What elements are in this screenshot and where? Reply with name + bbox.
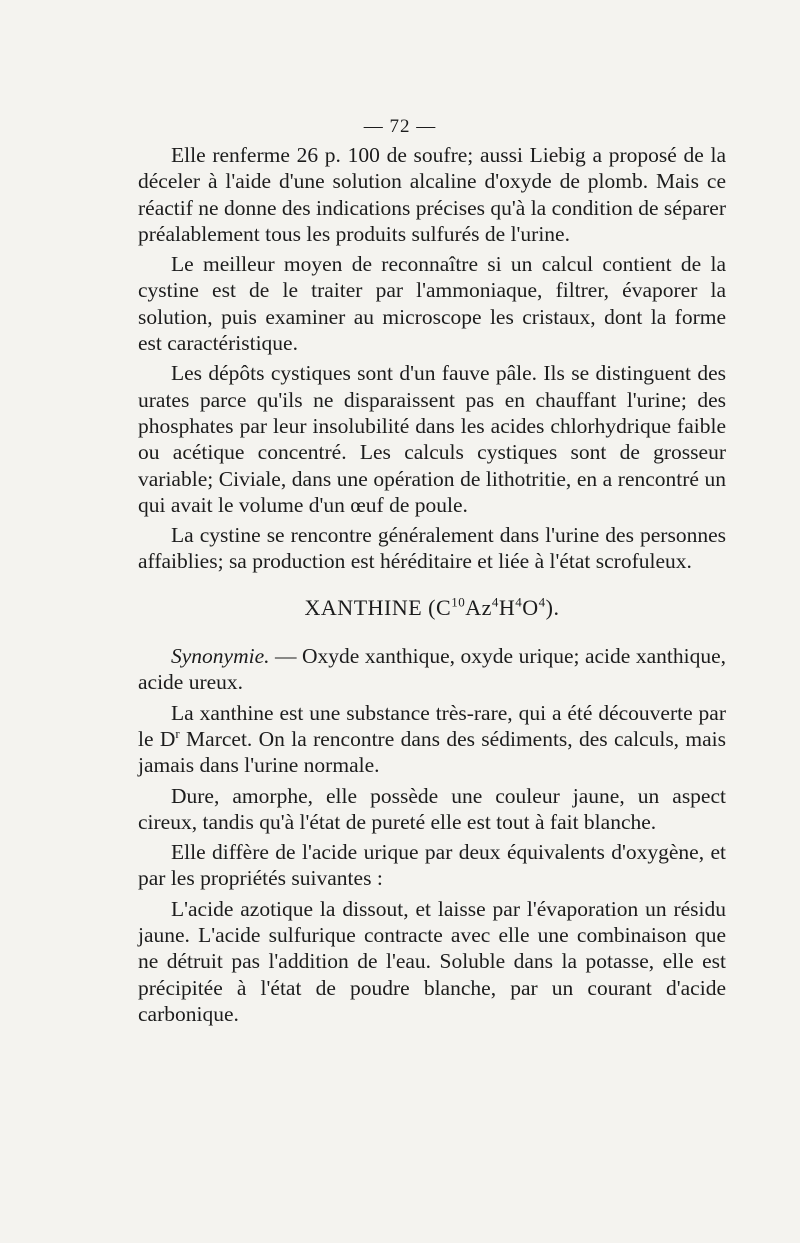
page-number: — 72 —	[363, 116, 437, 137]
paragraph-reactions: L'acide azotique la dissout, et laisse par l'évaporation un résidu jaune. L'acide sulfurique contracte avec elle une combinaison que ne détruit pas l'addition de l'eau. Soluble dans la potasse, elle est précipitée à l'état de poudre blanche, par un courant d'acide carbonique.	[138, 896, 726, 1026]
paragraph-detection: Le meilleur moyen de reconnaître si un calcul contient de la cystine est de le traiter par l'ammoniaque, filtrer, évaporer la solution, puis examiner au microscope les cristaux, dont la forme est caractéristique.	[138, 252, 726, 356]
heading-sub-az: 4	[491, 594, 499, 610]
paragraph-discovery	[138, 700, 726, 779]
paragraph-deposits: Les dépôts cystiques sont d'un fauve pâle. Ils se distinguent des urates parce qu'ils ne disparaissent pas en chauffant l'urine; des phosphates par leur insolubilité dans les acides chlorhydrique faible ou acétique concentré. Les calculs cystiques sont de grosseur variable; Civiale, dans une opération de lithotritie, en a rencontré un qui avait le volume d'un œuf de poule.	[138, 361, 726, 517]
paragraph-synonymie	[138, 643, 726, 696]
heading-sub-h: 4	[515, 594, 523, 610]
heading-az: Az	[465, 594, 492, 620]
heading-end: ).	[545, 594, 560, 620]
discovery-text-b: Marcet. On la rencontre dans des sédiments, des calculs, mais jamais dans l'urine normale.	[138, 726, 726, 778]
section-heading-xanthine	[138, 595, 726, 621]
discovery-text-a: La xanthine est une substance très-rare, qui a été découverte par le D	[138, 700, 726, 751]
heading-o: O	[522, 594, 539, 620]
synonymie-label: Synonymie.	[171, 644, 270, 669]
paragraph-appearance: Dure, amorphe, elle possède une couleur jaune, un aspect cireux, tandis qu'à l'état de pureté elle est tout à fait blanche.	[138, 783, 726, 834]
paragraph-occurrence: La cystine se rencontre généralement dans l'urine des personnes affaiblies; sa production est héréditaire et liée à l'état scrofuleux.	[138, 523, 726, 574]
heading-name: XANTHINE (C	[304, 594, 452, 620]
discovery-sup: r	[175, 725, 180, 741]
body-text	[138, 142, 726, 1031]
heading-sub-o: 4	[538, 594, 546, 610]
heading-sub-c: 10	[451, 594, 466, 610]
synonymie-text: — Oxyde xanthique, oxyde urique; acide xanthique, acide ureux.	[138, 644, 726, 695]
heading-h: H	[498, 594, 516, 620]
paragraph-difference: Elle diffère de l'acide urique par deux équivalents d'oxygène, et par les propriétés suivantes :	[138, 840, 726, 891]
paragraph-sulfur: Elle renferme 26 p. 100 de soufre; aussi Liebig a proposé de la déceler à l'aide d'une solution alcaline d'oxyde de plomb. Mais ce réactif ne donne des indications précises qu'à la condition de séparer préalablement tous les produits sulfurés de l'urine.	[138, 143, 726, 246]
